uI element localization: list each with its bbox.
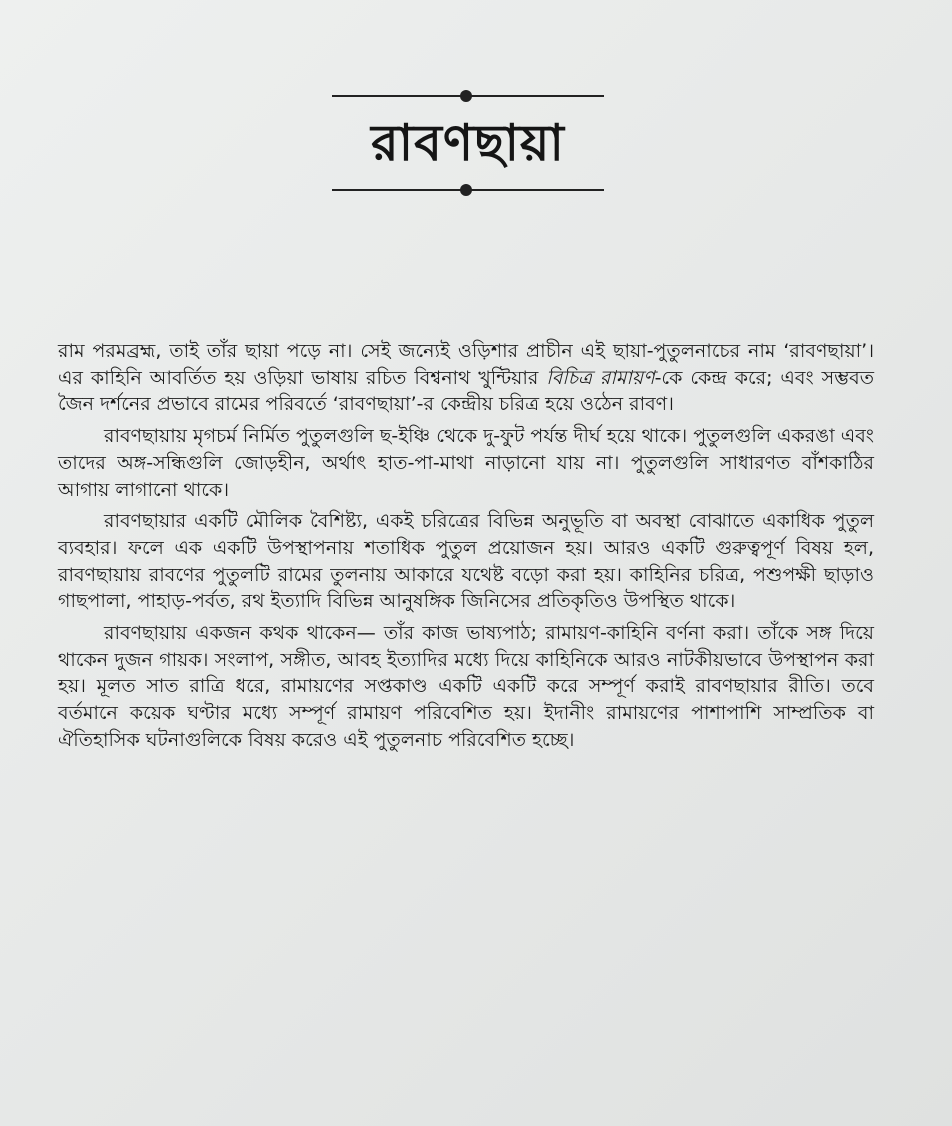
- body-text: [58, 338, 874, 759]
- paragraph-4: রাবণছায়ায় একজন কথক থাকেন— তাঁর কাজ ভাষ্যপাঠ; রামায়ণ-কাহিনি বর্ণনা করা। তাঁকে সঙ্গ দিয়ে থাকেন দুজন গায়ক। সংলাপ, সঙ্গীত, আবহ ইত্যাদির মধ্যে দিয়ে কাহিনিকে আরও নাটকীয়ভাবে উপস্থাপন করা হয়। মূলত সাত রাত্রি ধরে, রামায়ণের সপ্তকাণ্ড একটি একটি করে সম্পূর্ণ করাই রাবণছায়ার রীতি। তবে বর্তমানে কয়েক ঘণ্টার মধ্যে সম্পূর্ণ রামায়ণ পরিবেশিত হয়। ইদানীং রামায়ণের পাশাপাশি সাম্প্রতিক বা ঐতিহাসিক ঘটনাগুলিকে বিষয় করেও এই পুতুলনাচ পরিবেশিত হচ্ছে।: [58, 622, 874, 751]
- ornament-dot-icon: [460, 90, 472, 102]
- paragraph-2: রাবণছায়ায় মৃগচর্ম নির্মিত পুতুলগুলি ছ-ইঞ্চি থেকে দু-ফুট পর্যন্ত দীর্ঘ হয়ে থাকে। পুতুলগুলি একরঙা এবং তাদের অঙ্গ-সন্ধিগুলি জোড়হীন, অর্থাৎ হাত-পা-মাথা নাড়ানো যায় না। পুতুলগুলি সাধারণত বাঁশকাঠির আগায় লাগানো থাকে।: [58, 425, 874, 501]
- ornament-dot-icon: [460, 184, 472, 196]
- paragraph-3: রাবণছায়ার একটি মৌলিক বৈশিষ্ট্য, একই চরিত্রের বিভিন্ন অনুভূতি বা অবস্থা বোঝাতে একাধিক পুতুল ব্যবহার। ফলে এক একটি উপস্থাপনায় শতাধিক পুতুল প্রয়োজন হয়। আরও একটি গুরুত্বপূর্ণ বিষয় হল, রাবণছায়ায় রাবণের পুতুলটি রামের তুলনায় আকারে যথেষ্ট বড়ো করা হয়। কাহিনির চরিত্র, পশুপক্ষী ছাড়াও গাছপালা, পাহাড়-পর্বত, রথ ইত্যাদি বিভিন্ন আনুষঙ্গিক জিনিসের প্রতিকৃতিও উপস্থিত থাকে।: [58, 510, 874, 613]
- paragraph-1: [58, 338, 874, 418]
- paragraph-1-text-start: রাম পরমব্রহ্ম, তাই তাঁর ছায়া পড়ে না। সেই জন্যেই ওড়িশার প্রাচীন এই ছায়া-পুতুলনাচের নাম ‘রাবণছায়া’। এর কাহিনি আবর্তিত হয় ওড়িয়া ভাষায় রচিত বিশ্বনাথ খুন্টিয়ার: [58, 340, 874, 389]
- title-ornament-top: [332, 89, 604, 103]
- book-title-italic: বিচিত্র রামায়ণ: [546, 366, 655, 389]
- paragraph-1-text-end: -কে কেন্দ্র করে; এবং সম্ভবত জৈন দর্শনের প্রভাবে রামের পরিবর্তে ‘রাবণছায়া’-র কেন্দ্রীয় চরিত্র হয়ে ওঠেন রাবণ।: [58, 366, 874, 416]
- title-ornament-bottom: [332, 183, 604, 197]
- chapter-title: রাবণছায়া: [371, 114, 565, 172]
